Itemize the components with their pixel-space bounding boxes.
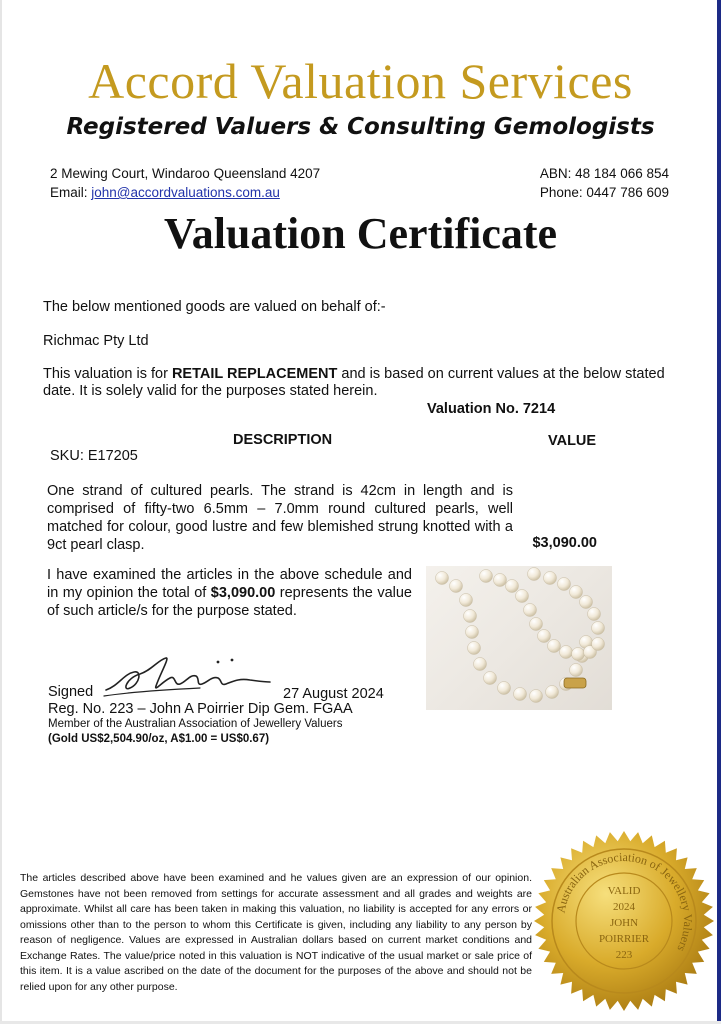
value-header: VALUE — [548, 433, 597, 449]
statement-pre: I have examined the articles in the above schedule and in my opinion the total of — [47, 567, 412, 601]
seal-ring-text: Australian Association of Jewellery Valuers — [553, 849, 696, 954]
pearl — [530, 690, 543, 703]
email-link[interactable]: john@accordvaluations.com.au — [91, 185, 280, 200]
signed-date: 27 August 2024 — [283, 686, 384, 702]
company-address: 2 Mewing Court, Windaroo Queensland 4207 — [50, 166, 321, 181]
valuer-statement — [47, 566, 412, 620]
pearl — [516, 590, 529, 603]
item-value: $3,090.00 — [532, 535, 597, 551]
pearl — [548, 640, 561, 653]
pearl — [464, 610, 477, 623]
description-header: DESCRIPTION — [233, 432, 333, 448]
purpose-line-2: date. It is solely valid for the purposes stated herein. — [43, 383, 378, 399]
pearl-clasp — [564, 678, 586, 688]
pearl — [466, 626, 479, 639]
email-label: Email: — [50, 185, 88, 200]
seal-line-3: JOHN — [609, 917, 639, 929]
abn-number: ABN: 48 184 066 854 — [539, 166, 669, 181]
statement-total: $3,090.00 — [210, 585, 276, 601]
pearl-strand-image — [426, 566, 612, 710]
phone-number: Phone: 0447 786 609 — [539, 185, 669, 200]
pearl — [450, 580, 463, 593]
sku: SKU: E17205 — [50, 448, 138, 464]
disclaimer-text: The articles described above have been examined and he values given are an expression of our opinion. Gemstones have not been removed from settings for accurate assessment and all grades and weights are approximate. Whilst all care has been taken in making this valuation, no liability is accepted for any errors or omissions other than to the person to whom this Certificate is given, including any liability to any person by reason of negligence. Values are expressed in Australian dollars based on current market conditions and Exchange Rates. The value/price noted in this valuation is NOT indicative of the usual market or sale price of this item. It is a value ascribed on the date of the document for the purposes of the above and should not be relied upon for any other purpose. — [20, 872, 532, 993]
purpose-post: and is based on current values at the below stated — [337, 366, 665, 382]
pearl — [498, 682, 511, 695]
pearl — [592, 622, 605, 635]
item-description: One strand of cultured pearls. The strand is 42cm in length and is comprised of fifty-two 6.5mm – 7.0mm round cultured pearls, well matched for colour, good lustre and few blemished strung knotted with a 9ct pearl clasp. — [47, 483, 513, 553]
registration-number: Reg. No. 223 – John A Poirrier Dip Gem. FGAA — [48, 701, 353, 717]
seal-line-5: 223 — [615, 949, 633, 961]
pearl — [474, 658, 487, 671]
valuer-signature — [100, 652, 280, 702]
company-tagline: Registered Valuers & Consulting Gemologists — [66, 114, 655, 140]
pearl — [570, 664, 583, 677]
pearl — [524, 604, 537, 617]
pearl — [592, 638, 605, 651]
pearl — [528, 568, 541, 581]
seal-line-4: POIRRIER — [598, 933, 650, 945]
page-edge-left — [0, 0, 2, 1024]
seal-line-1: VALID — [607, 885, 641, 897]
pearl — [460, 594, 473, 607]
pearl — [558, 578, 571, 591]
pearl-strand-photo — [426, 566, 612, 710]
pearl — [530, 618, 543, 631]
company-name: Accord Valuation Services — [88, 53, 633, 109]
pearl — [572, 648, 585, 661]
purpose-type: RETAIL REPLACEMENT — [171, 366, 338, 382]
signed-label: Signed — [48, 684, 94, 700]
pearl — [436, 572, 449, 585]
pearl — [514, 688, 527, 701]
pearl — [580, 596, 593, 609]
certificate-title: Valuation Certificate — [163, 209, 558, 258]
pearl — [570, 586, 583, 599]
purpose-pre: This valuation is for — [43, 366, 172, 382]
pearl — [538, 630, 551, 643]
page-edge-right — [717, 0, 721, 1024]
pearl — [484, 672, 497, 685]
pearl — [560, 646, 573, 659]
aajv-seal — [533, 830, 715, 1012]
membership: Member of the Australian Association of Jewellery Valuers — [48, 718, 343, 730]
purpose-line-1 — [43, 366, 665, 382]
pearl — [494, 574, 507, 587]
client-name: Richmac Pty Ltd — [43, 333, 149, 349]
pearl — [480, 570, 493, 583]
pearl — [588, 608, 601, 621]
pearl — [468, 642, 481, 655]
pearl — [506, 580, 519, 593]
email-line — [50, 185, 280, 200]
pearl — [544, 572, 557, 585]
pearl — [546, 686, 559, 699]
intro-text: The below mentioned goods are valued on behalf of:- — [43, 299, 386, 315]
valuation-number: Valuation No. 7214 — [427, 401, 556, 417]
statement-post: represents the value of such article/s for the purpose stated. — [47, 585, 412, 619]
seal-line-2: 2024 — [613, 901, 635, 913]
gold-exchange-rate: (Gold US$2,504.90/oz, A$1.00 = US$0.67) — [48, 733, 270, 745]
